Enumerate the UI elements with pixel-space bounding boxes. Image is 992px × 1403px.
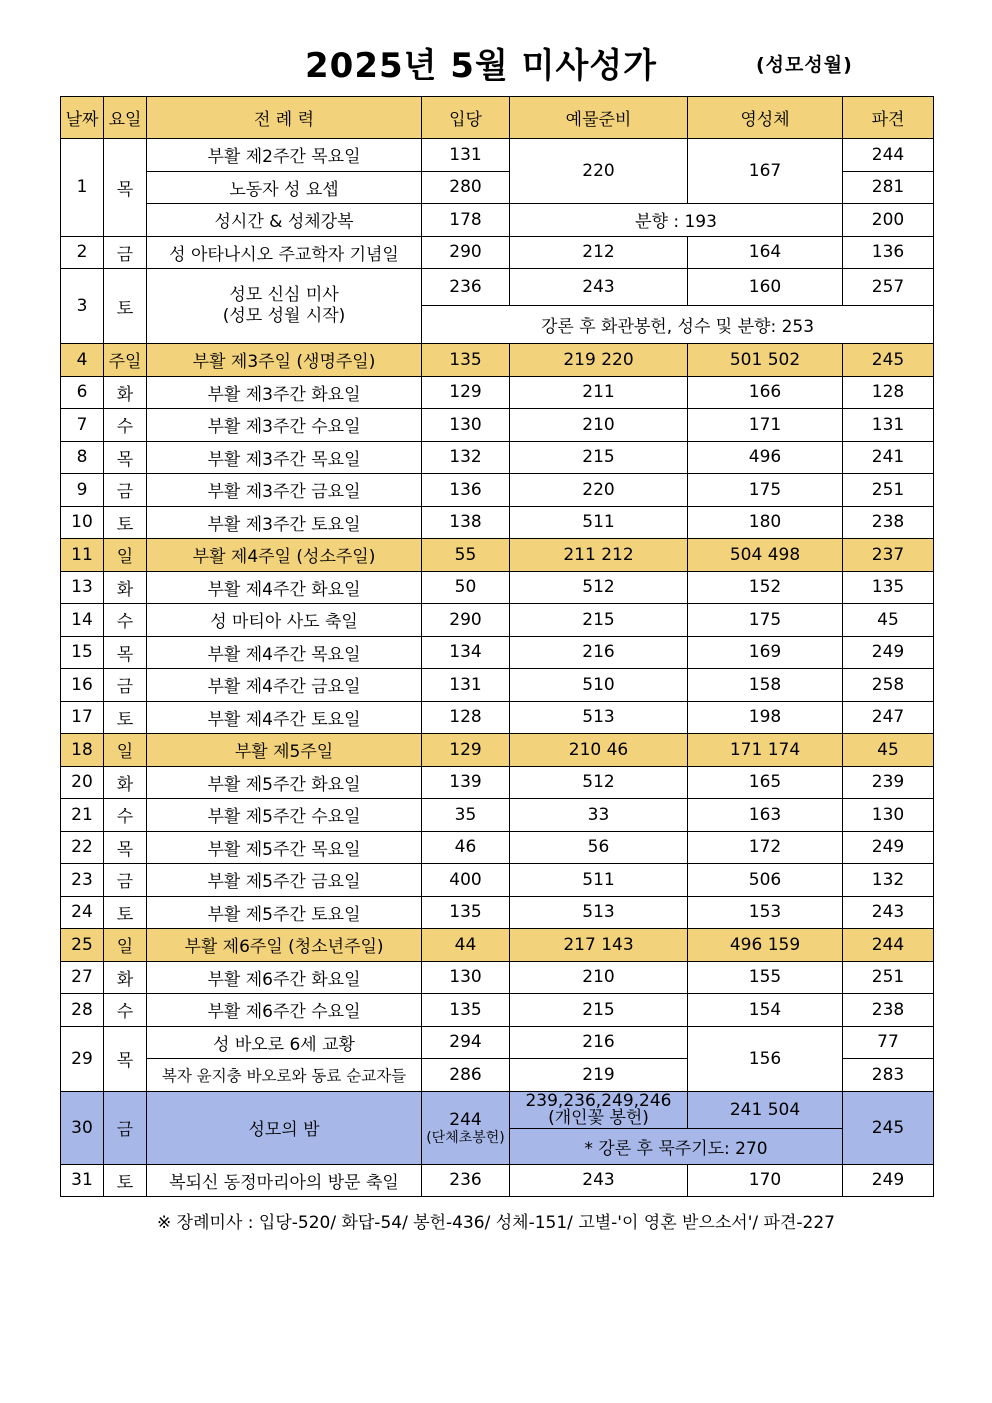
dismissal-cell: 249: [843, 636, 934, 669]
communion-cell: 175: [688, 604, 843, 637]
day-cell: 토: [104, 701, 147, 734]
offertory-cell: 510: [510, 669, 688, 702]
day-cell: 금: [104, 669, 147, 702]
entrance-cell: 236: [422, 269, 510, 306]
date-cell: 4: [61, 344, 104, 377]
liturgy-cell: 성 아타나시오 주교학자 기념일: [147, 236, 422, 269]
liturgy-cell: 부활 제6주일 (청소년주일): [147, 929, 422, 962]
table-row: [61, 269, 934, 306]
incense-cell: 분향 : 193: [510, 204, 843, 237]
header-date: 날짜: [61, 97, 104, 139]
date-cell: 16: [61, 669, 104, 702]
day-cell: 금: [104, 864, 147, 897]
table-row: [61, 441, 934, 474]
day-cell: 화: [104, 571, 147, 604]
offertory-cell: 212: [510, 236, 688, 269]
entrance-cell: 290: [422, 236, 510, 269]
dismissal-cell: 244: [843, 929, 934, 962]
offertory-cell: 512: [510, 571, 688, 604]
dismissal-cell: 130: [843, 799, 934, 832]
offertory-cell: 211 212: [510, 539, 688, 572]
liturgy-cell: 부활 제5주간 토요일: [147, 896, 422, 929]
communion-cell: 155: [688, 961, 843, 994]
table-row: [61, 1164, 934, 1197]
entrance-cell: 131: [422, 139, 510, 172]
communion-cell: 169: [688, 636, 843, 669]
day-cell: 목: [104, 441, 147, 474]
date-cell: 6: [61, 376, 104, 409]
liturgy-cell: 성 마티아 사도 축일: [147, 604, 422, 637]
liturgy-cell: 부활 제6주간 화요일: [147, 961, 422, 994]
offertory-cell: 217 143: [510, 929, 688, 962]
dismissal-cell: 245: [843, 1091, 934, 1164]
liturgy-cell: 성모의 밤: [147, 1091, 422, 1164]
communion-cell: 171: [688, 409, 843, 442]
day-cell: 토: [104, 506, 147, 539]
table-row: [61, 701, 934, 734]
table-row: [61, 896, 934, 929]
offertory-cell: 243: [510, 1164, 688, 1197]
communion-cell: 171 174: [688, 734, 843, 767]
table-row: [61, 204, 934, 237]
communion-cell: 496 159: [688, 929, 843, 962]
liturgy-cell: 부활 제5주간 금요일: [147, 864, 422, 897]
entrance-cell: 400: [422, 864, 510, 897]
communion-cell: 198: [688, 701, 843, 734]
entrance-cell: 178: [422, 204, 510, 237]
communion-cell: 153: [688, 896, 843, 929]
dismissal-cell: 283: [843, 1059, 934, 1092]
offertory-line-2: (개인꽃 봉헌): [548, 1107, 649, 1128]
date-cell: 22: [61, 831, 104, 864]
dismissal-cell: 239: [843, 766, 934, 799]
dismissal-cell: 238: [843, 994, 934, 1027]
offertory-cell: 210: [510, 409, 688, 442]
header-row: [61, 97, 934, 139]
dismissal-cell: 45: [843, 604, 934, 637]
dismissal-cell: 128: [843, 376, 934, 409]
liturgy-cell: 부활 제4주간 목요일: [147, 636, 422, 669]
dismissal-cell: 237: [843, 539, 934, 572]
dismissal-cell: 238: [843, 506, 934, 539]
table-row: [61, 604, 934, 637]
offertory-cell: 216: [510, 1026, 688, 1059]
day-cell: 화: [104, 766, 147, 799]
liturgy-cell: 부활 제5주일: [147, 734, 422, 767]
day-cell: 금: [104, 474, 147, 507]
entrance-note: (단체초봉헌): [426, 1129, 505, 1146]
communion-cell: 164: [688, 236, 843, 269]
entrance-cell: 138: [422, 506, 510, 539]
communion-cell: 496: [688, 441, 843, 474]
table-row: [61, 571, 934, 604]
day-cell: 금: [104, 236, 147, 269]
dismissal-cell: 241: [843, 441, 934, 474]
table-row: [61, 961, 934, 994]
table-row: [61, 506, 934, 539]
table-row: [61, 994, 934, 1027]
communion-cell: 175: [688, 474, 843, 507]
date-cell: 18: [61, 734, 104, 767]
funeral-mass-note: ※ 장례미사 : 입당-520/ 화답-54/ 봉헌-436/ 성체-151/ 고별-'이 영혼 받으소서'/ 파견-227: [157, 1213, 835, 1233]
table-row: [61, 636, 934, 669]
entrance-cell: 134: [422, 636, 510, 669]
offertory-cell: 210 46: [510, 734, 688, 767]
liturgy-cell: 부활 제3주일 (생명주일): [147, 344, 422, 377]
header-offertory: 예물준비: [510, 97, 688, 139]
communion-cell: 158: [688, 669, 843, 702]
dismissal-cell: 45: [843, 734, 934, 767]
day-cell: 수: [104, 409, 147, 442]
liturgy-cell: 부활 제5주간 목요일: [147, 831, 422, 864]
date-cell: 11: [61, 539, 104, 572]
communion-cell: 160: [688, 269, 843, 306]
date-cell: 25: [61, 929, 104, 962]
entrance-cell: 55: [422, 539, 510, 572]
liturgy-cell: 부활 제2주간 목요일: [147, 139, 422, 172]
dismissal-cell: 257: [843, 269, 934, 306]
communion-cell: 165: [688, 766, 843, 799]
offertory-cell: 219 220: [510, 344, 688, 377]
liturgy-cell: 부활 제3주간 목요일: [147, 441, 422, 474]
day-cell: 목: [104, 636, 147, 669]
dismissal-cell: 77: [843, 1026, 934, 1059]
dismissal-cell: 281: [843, 171, 934, 204]
offertory-cell: 243: [510, 269, 688, 306]
table-row: [61, 539, 934, 572]
dismissal-cell: 258: [843, 669, 934, 702]
liturgy-cell: 부활 제4주일 (성소주일): [147, 539, 422, 572]
entrance-cell: 135: [422, 344, 510, 377]
offertory-cell: 220: [510, 139, 688, 204]
day-cell: 토: [104, 269, 147, 344]
day-cell: 목: [104, 831, 147, 864]
liturgy-cell: [147, 269, 422, 344]
day-cell: 수: [104, 604, 147, 637]
date-cell: 27: [61, 961, 104, 994]
dismissal-cell: 200: [843, 204, 934, 237]
dismissal-cell: 131: [843, 409, 934, 442]
header-communion: 영성체: [688, 97, 843, 139]
table-row: [61, 929, 934, 962]
entrance-cell: [422, 1091, 510, 1164]
note-cell: * 강론 후 묵주기도: 270: [510, 1128, 843, 1164]
entrance-cell: 290: [422, 604, 510, 637]
date-cell: 30: [61, 1091, 104, 1164]
date-cell: 1: [61, 139, 104, 237]
date-cell: 14: [61, 604, 104, 637]
communion-cell: 501 502: [688, 344, 843, 377]
liturgy-cell: 부활 제4주간 금요일: [147, 669, 422, 702]
liturgy-line-1: 성모 신심 미사: [229, 285, 339, 305]
communion-cell: 170: [688, 1164, 843, 1197]
communion-cell: 241 504: [688, 1091, 843, 1128]
offertory-cell: 219: [510, 1059, 688, 1092]
day-cell: 일: [104, 539, 147, 572]
liturgy-cell: 부활 제4주간 화요일: [147, 571, 422, 604]
offertory-cell: [510, 1091, 688, 1128]
table-row: [61, 236, 934, 269]
date-cell: 21: [61, 799, 104, 832]
day-cell: 목: [104, 1026, 147, 1091]
offertory-cell: 216: [510, 636, 688, 669]
date-cell: 2: [61, 236, 104, 269]
table-row: [61, 799, 934, 832]
entrance-cell: 139: [422, 766, 510, 799]
offertory-cell: 215: [510, 994, 688, 1027]
offertory-cell: 513: [510, 701, 688, 734]
communion-cell: 152: [688, 571, 843, 604]
entrance-cell: 286: [422, 1059, 510, 1092]
dismissal-cell: 251: [843, 961, 934, 994]
offertory-cell: 511: [510, 864, 688, 897]
day-cell: 일: [104, 734, 147, 767]
entrance-cell: 136: [422, 474, 510, 507]
entrance-cell: 129: [422, 376, 510, 409]
communion-cell: 506: [688, 864, 843, 897]
date-cell: 20: [61, 766, 104, 799]
entrance-cell: 130: [422, 409, 510, 442]
table-row: [61, 734, 934, 767]
page-subtitle: (성모성월): [756, 54, 853, 76]
liturgy-cell: 부활 제5주간 수요일: [147, 799, 422, 832]
offertory-cell: 211: [510, 376, 688, 409]
liturgy-cell: 복되신 동정마리아의 방문 축일: [147, 1164, 422, 1197]
communion-cell: 180: [688, 506, 843, 539]
day-cell: 화: [104, 961, 147, 994]
day-cell: 화: [104, 376, 147, 409]
dismissal-cell: 249: [843, 831, 934, 864]
table-row: [61, 864, 934, 897]
offertory-cell: 512: [510, 766, 688, 799]
communion-cell: 172: [688, 831, 843, 864]
communion-cell: 166: [688, 376, 843, 409]
header-dismissal: 파견: [843, 97, 934, 139]
offertory-cell: 33: [510, 799, 688, 832]
offertory-cell: 210: [510, 961, 688, 994]
header-entrance: 입당: [422, 97, 510, 139]
date-cell: 17: [61, 701, 104, 734]
date-cell: 7: [61, 409, 104, 442]
date-cell: 28: [61, 994, 104, 1027]
entrance-cell: 128: [422, 701, 510, 734]
entrance-cell: 130: [422, 961, 510, 994]
table-row: [61, 139, 934, 172]
dismissal-cell: 132: [843, 864, 934, 897]
dismissal-cell: 243: [843, 896, 934, 929]
dismissal-cell: 249: [843, 1164, 934, 1197]
liturgy-cell: 부활 제3주간 화요일: [147, 376, 422, 409]
table-row: [61, 669, 934, 702]
date-cell: 13: [61, 571, 104, 604]
liturgy-line-2: (성모 성월 시작): [222, 306, 346, 326]
liturgy-cell: 부활 제3주간 금요일: [147, 474, 422, 507]
entrance-cell: 236: [422, 1164, 510, 1197]
liturgy-cell: 복자 윤지충 바오로와 동료 순교자들: [147, 1059, 422, 1092]
date-cell: 23: [61, 864, 104, 897]
liturgy-cell: 부활 제6주간 수요일: [147, 994, 422, 1027]
liturgy-cell: 부활 제3주간 토요일: [147, 506, 422, 539]
table-row: [61, 1026, 934, 1059]
page-title: 2025년 5월 미사성가: [305, 46, 658, 86]
liturgy-cell: 부활 제4주간 토요일: [147, 701, 422, 734]
entrance-cell: 35: [422, 799, 510, 832]
header-liturgy: 전 례 력: [147, 97, 422, 139]
entrance-cell: 44: [422, 929, 510, 962]
table-row: [61, 474, 934, 507]
day-cell: 수: [104, 799, 147, 832]
entrance-cell: 129: [422, 734, 510, 767]
date-cell: 15: [61, 636, 104, 669]
table-row: [61, 376, 934, 409]
communion-cell: 154: [688, 994, 843, 1027]
date-cell: 10: [61, 506, 104, 539]
entrance-cell: 132: [422, 441, 510, 474]
day-cell: 일: [104, 929, 147, 962]
table-row: [61, 409, 934, 442]
communion-cell: 504 498: [688, 539, 843, 572]
dismissal-cell: 247: [843, 701, 934, 734]
entrance-cell: 280: [422, 171, 510, 204]
date-cell: 9: [61, 474, 104, 507]
dismissal-cell: 244: [843, 139, 934, 172]
entrance-cell: 135: [422, 896, 510, 929]
dismissal-cell: 135: [843, 571, 934, 604]
liturgy-cell: 부활 제5주간 화요일: [147, 766, 422, 799]
offertory-cell: 215: [510, 604, 688, 637]
date-cell: 24: [61, 896, 104, 929]
date-cell: 29: [61, 1026, 104, 1091]
dismissal-cell: 136: [843, 236, 934, 269]
day-cell: 금: [104, 1091, 147, 1164]
offertory-cell: 513: [510, 896, 688, 929]
offertory-cell: 56: [510, 831, 688, 864]
entrance-value: 244: [449, 1109, 482, 1130]
offertory-cell: 511: [510, 506, 688, 539]
table-row: [61, 344, 934, 377]
entrance-cell: 135: [422, 994, 510, 1027]
day-cell: 수: [104, 994, 147, 1027]
offertory-cell: 215: [510, 441, 688, 474]
table-row: [61, 831, 934, 864]
offertory-line-1: 239,236,249,246: [525, 1091, 672, 1111]
liturgy-cell: 성 바오로 6세 교황: [147, 1026, 422, 1059]
liturgy-cell: 노동자 성 요셉: [147, 171, 422, 204]
day-cell: 토: [104, 1164, 147, 1197]
entrance-cell: 131: [422, 669, 510, 702]
header-day: 요일: [104, 97, 147, 139]
table-row: [61, 1091, 934, 1128]
date-cell: 8: [61, 441, 104, 474]
dismissal-cell: 245: [843, 344, 934, 377]
entrance-cell: 50: [422, 571, 510, 604]
dismissal-cell: 251: [843, 474, 934, 507]
communion-cell: 163: [688, 799, 843, 832]
entrance-cell: 46: [422, 831, 510, 864]
liturgy-cell: 성시간 & 성체강복: [147, 204, 422, 237]
note-cell: 강론 후 화관봉헌, 성수 및 분향: 253: [422, 306, 934, 344]
communion-cell: 167: [688, 139, 843, 204]
entrance-cell: 294: [422, 1026, 510, 1059]
hymn-schedule-table: [60, 96, 934, 1197]
date-cell: 3: [61, 269, 104, 344]
day-cell: 토: [104, 896, 147, 929]
table-row: [61, 766, 934, 799]
day-cell: 주일: [104, 344, 147, 377]
liturgy-cell: 부활 제3주간 수요일: [147, 409, 422, 442]
date-cell: 31: [61, 1164, 104, 1197]
communion-cell: 156: [688, 1026, 843, 1091]
day-cell: 목: [104, 139, 147, 237]
offertory-cell: 220: [510, 474, 688, 507]
